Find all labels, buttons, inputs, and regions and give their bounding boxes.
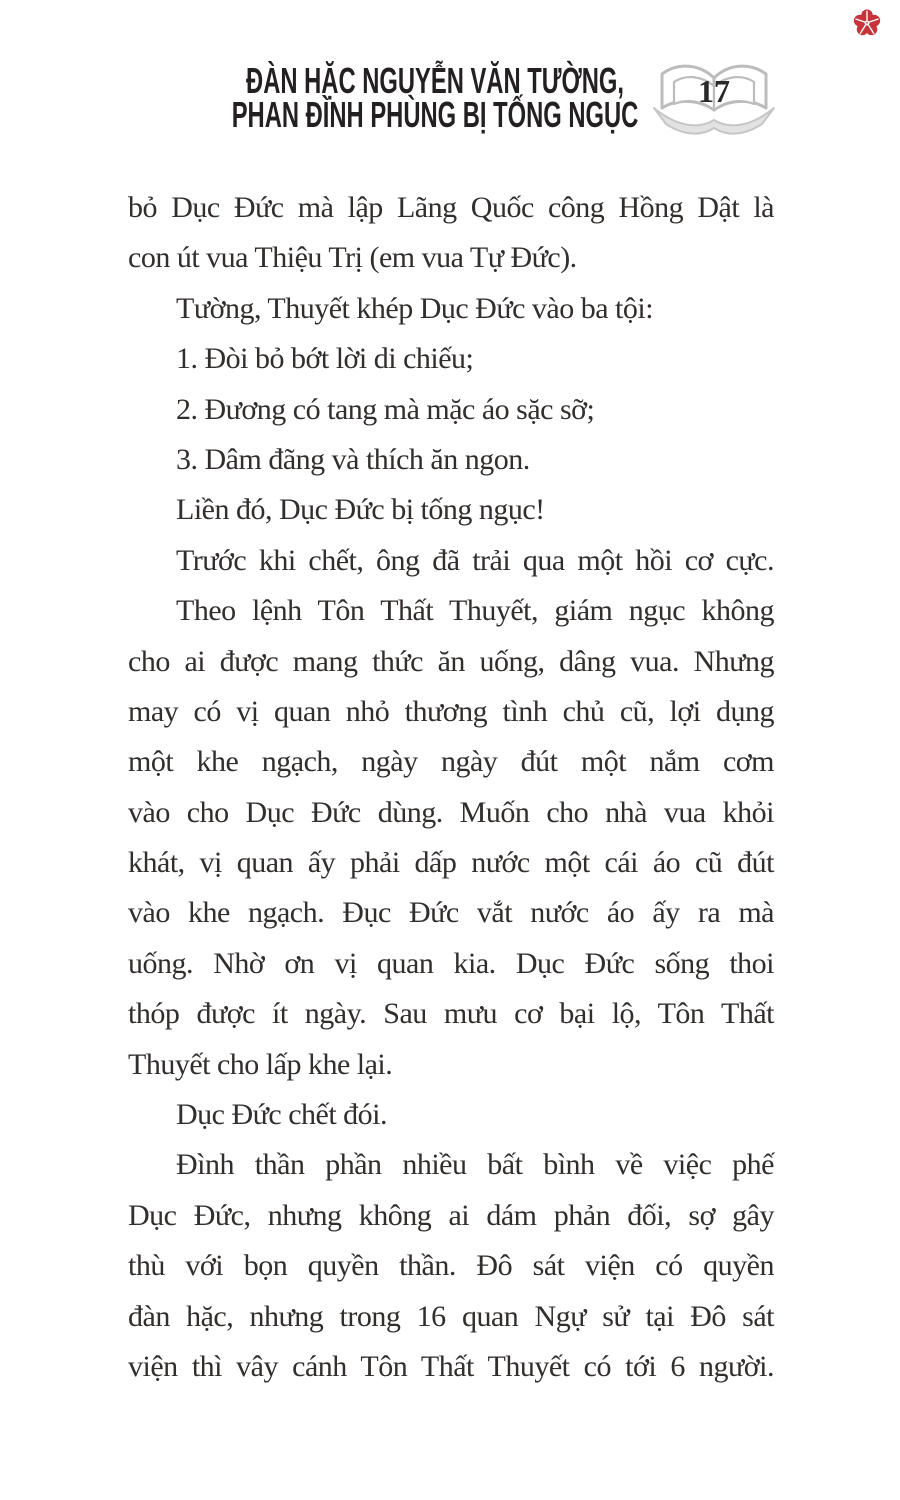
- text-line: thù với bọn quyền thần. Đô sát viện có quyền: [128, 1249, 774, 1283]
- text-line: đàn hặc, nhưng trong 16 quan Ngự sử tại Đô sát: [128, 1299, 774, 1333]
- open-book-icon: [648, 56, 780, 150]
- text-line: vào khe ngạch. Đục Đức vắt nước áo ấy ra mà: [128, 896, 774, 930]
- text-line: viện thì vây cánh Tôn Thất Thuyết có tới 6 người.: [128, 1349, 774, 1383]
- chapter-title: [220, 60, 649, 135]
- text-line: Thuyết cho lấp khe lại.: [128, 1047, 393, 1081]
- text-line: một khe ngạch, ngày ngày đút một nắm cơm: [128, 745, 774, 779]
- text-line: Dục Đức chết đói.: [176, 1098, 388, 1132]
- text-line: Theo lệnh Tôn Thất Thuyết, giám ngục không: [176, 594, 774, 628]
- page-number: 17: [698, 73, 730, 109]
- text-line: vào cho Dục Đức dùng. Muốn cho nhà vua khỏi: [128, 795, 774, 829]
- text-line: bỏ Dục Đức mà lập Lãng Quốc công Hồng Dật là: [128, 191, 774, 224]
- text-line: may có vị quan nhỏ thương tình chủ cũ, lợi dụng: [128, 694, 774, 728]
- chapter-title-line1: ĐÀN HẶC NGUYỄN VĂN TƯỜNG,: [246, 60, 624, 101]
- text-line: uống. Nhờ ơn vị quan kia. Dục Đức sống thoi: [128, 946, 774, 980]
- text-line: khát, vị quan ấy phải dấp nước một cái áo cũ đút: [128, 846, 774, 880]
- text-line: Tường, Thuyết khép Dục Đức vào ba tội:: [176, 291, 654, 325]
- text-line: Dục Đức, nhưng không ai dám phản đối, sợ gây: [128, 1198, 774, 1232]
- text-line: Đình thần phần nhiều bất bình về việc phế: [176, 1148, 774, 1182]
- text-line: 1. Đòi bỏ bớt lời di chiếu;: [176, 342, 474, 376]
- flower-icon: [852, 8, 882, 38]
- text-line: Trước khi chết, ông đã trải qua một hồi cơ cực.: [176, 543, 774, 577]
- text-line: 3. Dâm đãng và thích ăn ngon.: [176, 442, 530, 476]
- text-line: Liền đó, Dục Đức bị tống ngục!: [176, 493, 545, 527]
- chapter-title-line2: PHAN ĐÌNH PHÙNG BỊ TỐNG NGỤC: [231, 94, 639, 135]
- text-line: thóp được ít ngày. Sau mưu cơ bại lộ, Tôn Thất: [128, 997, 774, 1031]
- text-line: con út vua Thiệu Trị (em vua Tự Đức).: [128, 241, 577, 275]
- text-line: cho ai được mang thức ăn uống, dâng vua. Nhưng: [128, 644, 774, 678]
- body-text: [128, 183, 774, 1392]
- text-line: 2. Đương có tang mà mặc áo sặc sỡ;: [176, 392, 595, 426]
